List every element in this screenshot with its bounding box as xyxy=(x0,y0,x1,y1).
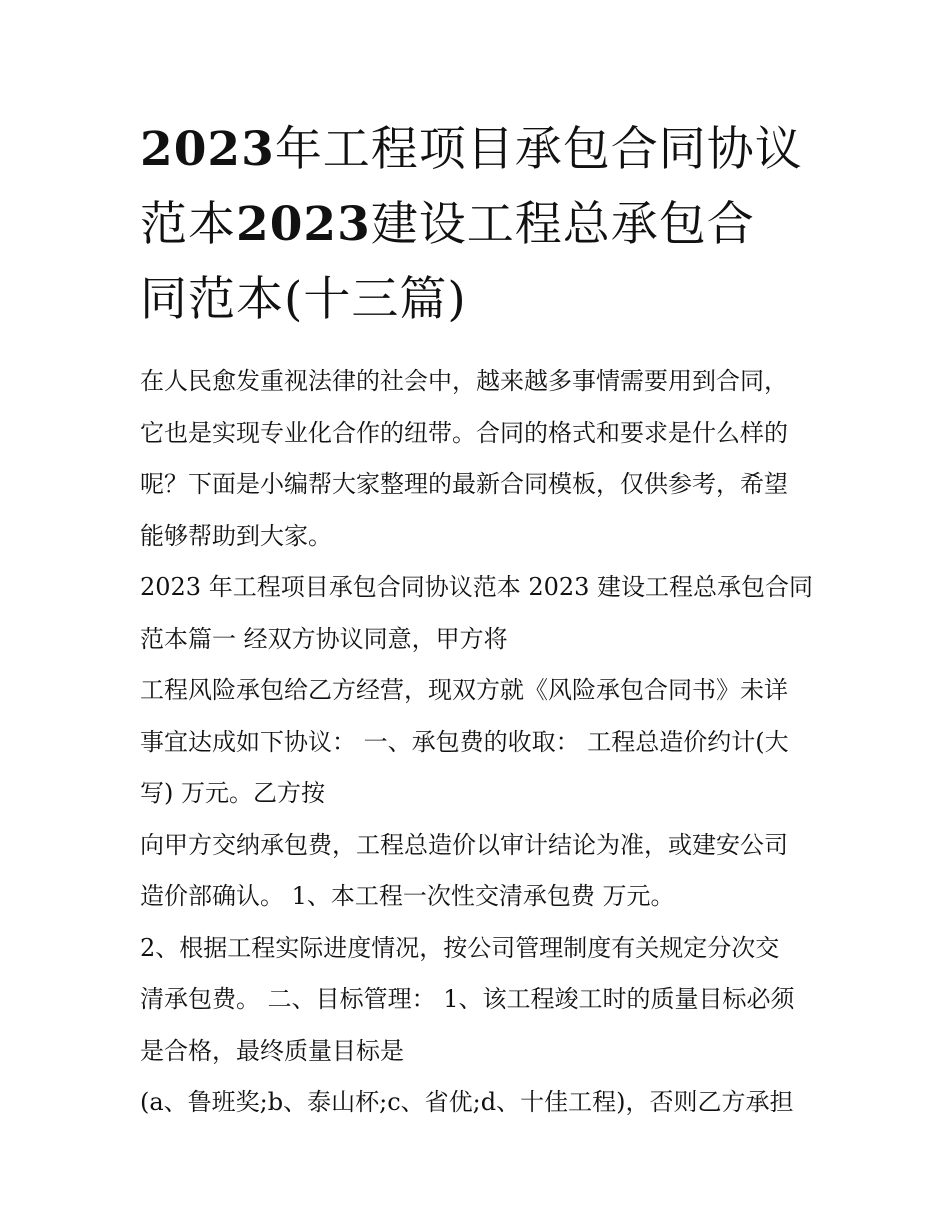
body-line: (a、鲁班奖;b、泰山杯;c、省优;d、十佳工程)，否则乙方承担 xyxy=(140,1088,794,1116)
body-line: 呢？下面是小编帮大家整理的最新合同模板，仅供参考，希望 xyxy=(140,470,788,498)
title-text-1: 年工程项目承包合同协议 xyxy=(274,122,803,177)
body-line: 2、根据工程实际进度情况，按公司管理制度有关规定分次交 xyxy=(140,933,780,962)
body-line: 工程风险承包给乙方经营，现双方就《风险承包合同书》未详 xyxy=(140,676,788,704)
body-line: 范本篇一 经双方协议同意，甲方将 xyxy=(140,624,508,653)
title-line-2 xyxy=(140,187,820,262)
document-body xyxy=(140,356,830,1129)
title-year-2: 2023 xyxy=(236,197,371,252)
title-line-1 xyxy=(140,112,820,187)
title-line-3 xyxy=(140,262,820,337)
title-year-1: 2023 xyxy=(140,122,275,177)
body-line: 能够帮助到大家。 xyxy=(140,521,332,550)
body-line: 写) 万元。乙方按 xyxy=(140,779,325,807)
body-line: 2023 年工程项目承包合同协议范本 2023 建设工程总承包合同 xyxy=(140,573,814,601)
body-line: 是合格，最终质量目标是 xyxy=(140,1036,404,1065)
body-line: 造价部确认。 1、本工程一次性交清承包费 万元。 xyxy=(140,882,675,910)
body-line: 在人民愈发重视法律的社会中，越来越多事情需要用到合同， xyxy=(140,367,788,395)
title-pre-2: 范本 xyxy=(140,197,236,252)
title-text-2: 建设工程总承包合 xyxy=(370,197,755,252)
body-line: 它也是实现专业化合作的纽带。合同的格式和要求是什么样的 xyxy=(140,418,788,447)
title-text-3: 同范本(十三篇) xyxy=(140,272,467,327)
document-title xyxy=(140,112,820,337)
body-line: 向甲方交纳承包费，工程总造价以审计结论为准，或建安公司 xyxy=(140,830,788,859)
body-line: 清承包费。 二、目标管理： 1、该工程竣工时的质量目标必须 xyxy=(140,985,795,1013)
body-line: 事宜达成如下协议： 一、承包费的收取： 工程总造价约计(大 xyxy=(140,727,789,756)
